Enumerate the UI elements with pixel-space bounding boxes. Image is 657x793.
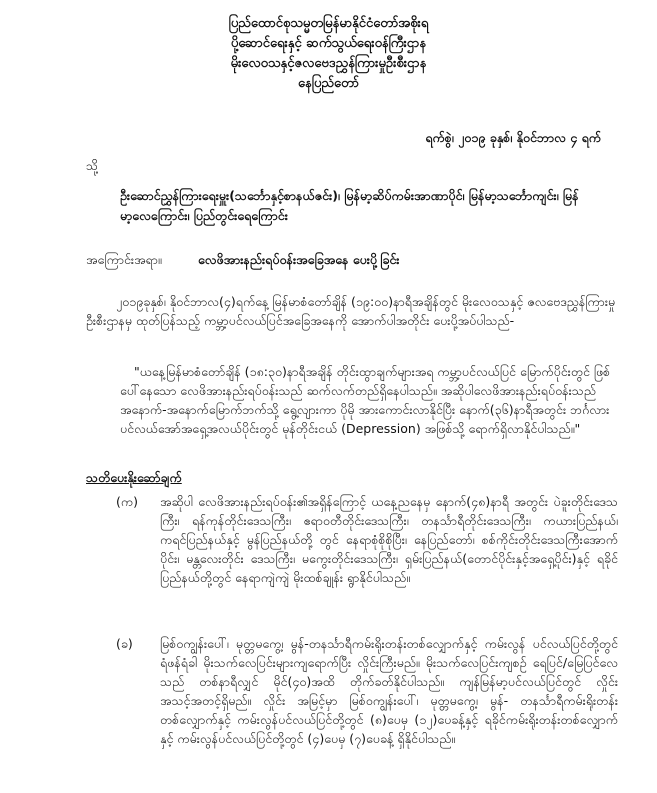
subject-label: အကြောင်းအရာ။ [86,252,162,267]
govt-name: ပြည်ထောင်စုသမ္မတမြန်မာနိုင်ငံတော်အစိုးရ [228,16,429,31]
department-name: မိုးလေဝသနှင့်ဇလဗေဒညွှန်ကြားမှုဦးစီးဌာန [230,56,427,71]
to-label: သို့ [86,158,99,173]
subject-text: လေဖိအားနည်းရပ်ဝန်းအခြေအနေ ပေးပို့ခြင်း [197,252,400,267]
item-text: မြစ်ဝကျွန်းပေါ်၊ မုတ္တမကွေ့၊ မွန်-တနင်္သာရီကမ်းရိုးတန်းတစ်လျှောက်နှင့် ကမ်းလွန် ပင်လယ်ပြင်တို့တွင် ရံဖန်ရံခါ မိုးသက်လေပြင်းများကျရောက်ပြီး လှိုင်းကြီးမည်။ မိုးသက်လေပြင်းကျစဉ် ရေပြင်/မြေပြင်လေသည် တစ်နာရီလျှင် မိုင်(၄၀)အထိ တိုက်ခတ်နိုင်ပါသည်။ ကျန်မြန်မာ့ပင်လယ်ပြင်တွင် လှိုင်းအသင့်အတင့်ရှိမည်။ လှိုင်း အမြင့်မှာ မြစ်ဝကျွန်းပေါ်၊ မုတ္တမကွေ့၊ မွန်- တနင်္သာရီကမ်းရိုးတန်းတစ်လျှောက်နှင့် ကမ်းလွန်ပင်လယ်ပြင်တို့တွင် (၈)ပေမှ (၁၂)ပေခန့်နှင့် ရခိုင်ကမ်းရိုးတန်းတစ်လျှောက် နှင့် ကမ်းလွန်ပင်လယ်ပြင်တို့တွင် (၄)ပေမှ (၇)ပေခန့် ရှိနိုင်ပါသည်။ [160,636,618,746]
letterhead [0,14,657,94]
notice-item [86,492,618,587]
ministry-name: ပို့ဆောင်ရေးနှင့် ဆက်သွယ်ရေးဝန်ကြီးဌာန [230,36,427,51]
notice-heading: သတိပေးနိုးဆော်ချက် [86,470,182,485]
forecast-quote: "ယနေ့မြန်မာစံတော်ချိန် (၁၈:၃၀)နာရီအချိန် တိုင်းထွာချက်များအရ ကမ္ဘာ့ပင်လယ်ပြင် မြောက်ပိုင်းတွင် ဖြစ်ပေါ်နေသော လေဖိအားနည်းရပ်ဝန်းသည် ဆက်လက်တည်ရှိနေပါသည်။ အဆိုပါလေဖိအားနည်းရပ်ဝန်းသည် အနောက်-အနောက်မြောက်ဘက်သို့ ရွေ့လျားကာ ပိုမို အားကောင်းလာနိုင်ပြီး နောက်(၃၆)နာရီအတွင်း ဘင်္ဂလားပင်လယ်အော်အရှေ့အလယ်ပိုင်းတွင် မုန်တိုင်းငယ် (Depression) အဖြစ်သို့ ရောက်ရှိလာနိုင်ပါသည်။" [120,364,611,436]
item-number: (ခ) [116,636,133,651]
item-number: (က) [116,494,138,509]
subject-row [86,250,606,269]
location: နေပြည်တော် [297,76,359,91]
intro-paragraph: ၂၀၁၉ခုနှစ်၊ နိုဝင်ဘာလ(၄)ရက်နေ့ မြန်မာစံတော်ချိန် (၁၉:၀၀)နာရီအချိန်တွင် မိုးလေဝသနှင့် ဇလဗေဒညွှန်ကြားမှုဦးစီးဌာနမှ ထုတ်ပြန်သည့် ကမ္ဘာ့ပင်လယ်ပြင်အခြေအနေကို အောက်ပါအတိုင်း ပေးပို့အပ်ပါသည်- [86,294,616,328]
letter-date: ရက်စွဲ၊ ၂၀၁၉ ခုနှစ်၊ နိုဝင်ဘာလ ၄ ရက် [425,130,601,145]
recipients: ဦးဆောင်ညွှန်ကြားရေးမှူး(သင်္ဘောနှင့်စာနယ်ဇင်း)၊ မြန်မာ့ဆိပ်ကမ်းအာဏာပိုင်၊ မြန်မာ့သင်္ဘောကျင်း၊ မြန်မာ့လေကြောင်း၊ ပြည်တွင်းရေကြောင်း [120,188,579,223]
item-text: အဆိုပါ လေဖိအားနည်းရပ်ဝန်း၏အရှိန်ကြောင့် ယနေ့ညနေမှ နောက်(၄၈)နာရီ အတွင်း ပဲခူးတိုင်းဒေသကြီး၊ ရန်ကုန်တိုင်းဒေသကြီး၊ ဧရာဝတီတိုင်းဒေသကြီး၊ တနင်္သာရီတိုင်းဒေသကြီး၊ ကယားပြည်နယ်၊ ကရင်ပြည်နယ်နှင့် မွန်ပြည်နယ်တို့ တွင် နေရာစုံစိုစိုပြီး၊ နေပြည်တော်၊ စစ်ကိုင်းတိုင်းဒေသကြီးအောက်ပိုင်း၊ မန္တလေးတိုင်း ဒေသကြီး၊ မကွေးတိုင်းဒေသကြီး၊ ရှမ်းပြည်နယ်(တောင်ပိုင်းနှင့်အရှေ့ပိုင်း)နှင့် ရခိုင် ပြည်နယ်တို့တွင် နေရာကျဲကျဲ မိုးထစ်ချုန်း ရွာနိုင်ပါသည်။ [160,494,618,585]
notice-item [86,634,618,748]
